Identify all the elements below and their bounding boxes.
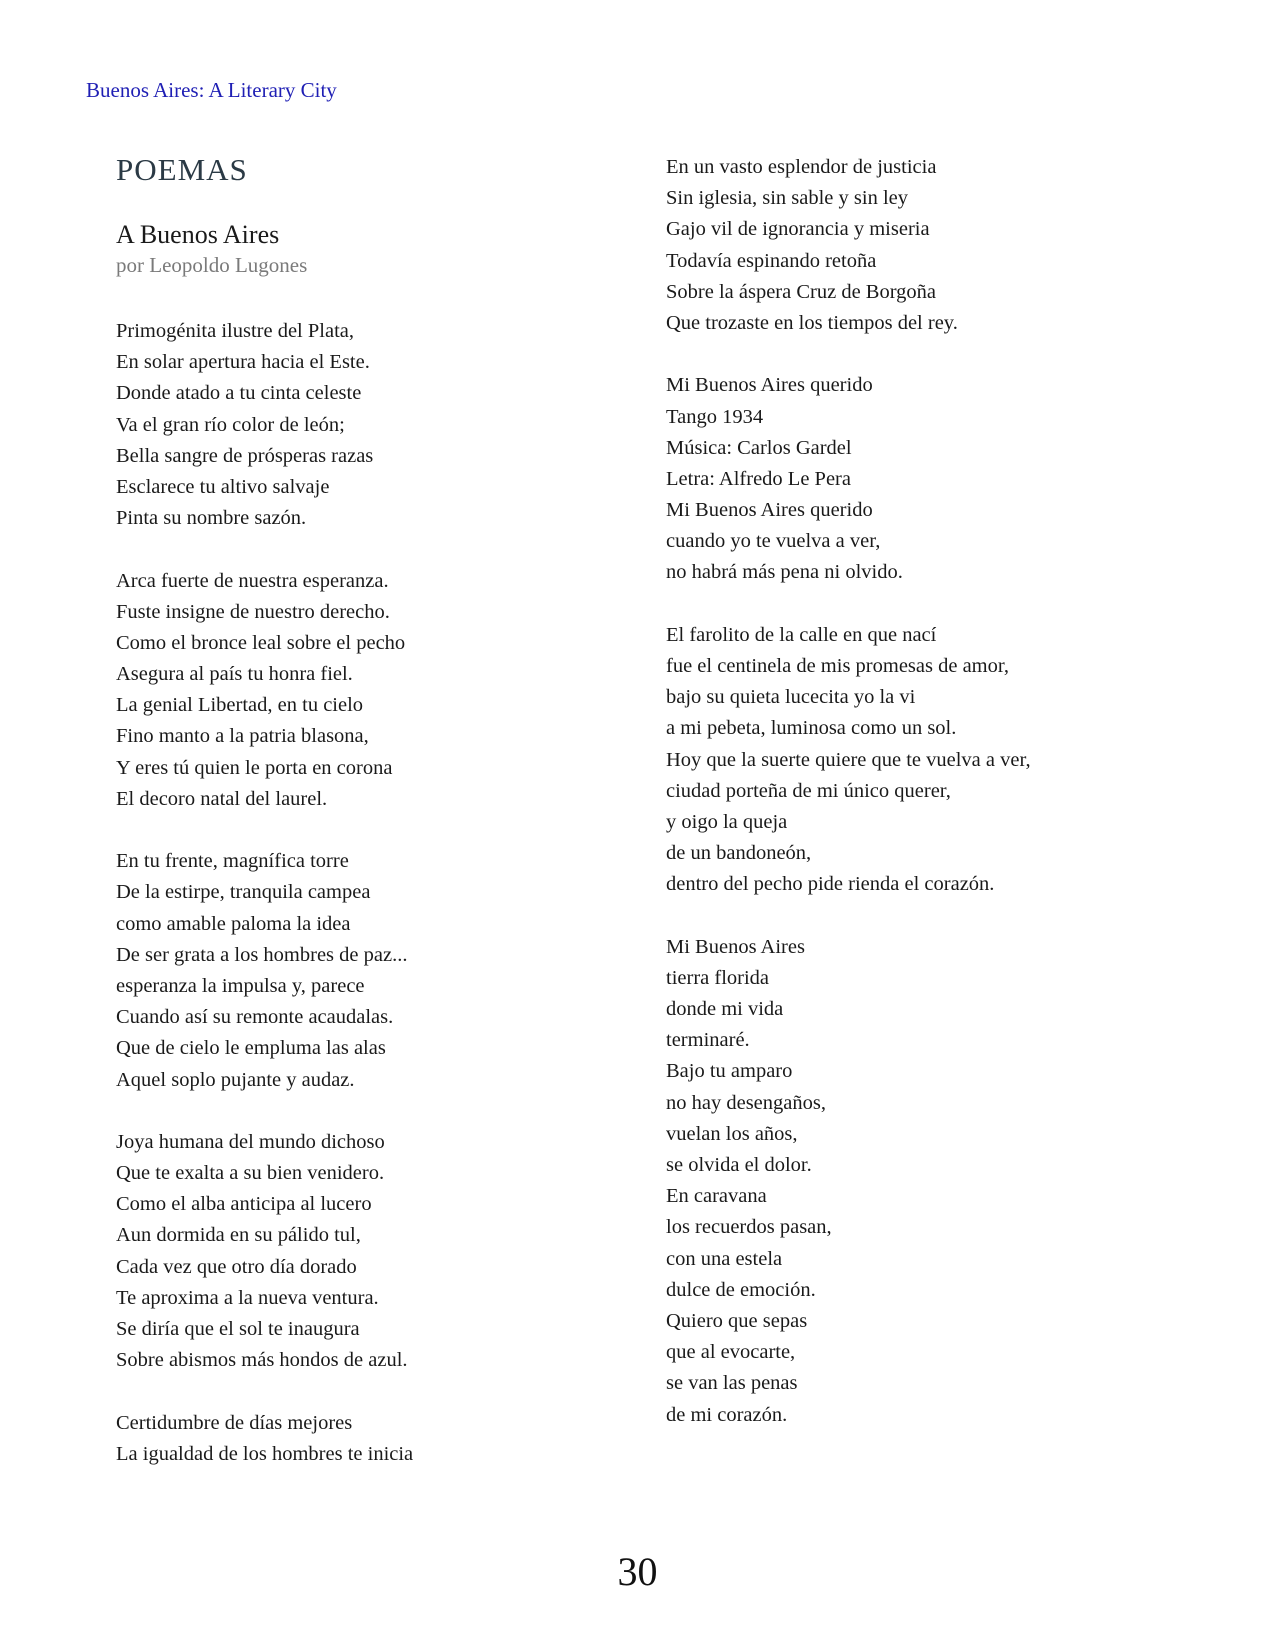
poem-line: Gajo vil de ignorancia y miseria — [666, 218, 930, 241]
poem-line: dulce de emoción. — [666, 1278, 816, 1301]
poem-line: Que de cielo le empluma las alas — [116, 1037, 386, 1060]
poem-line: Cuando así su remonte acaudalas. — [116, 1006, 394, 1029]
poem-line: que al evocarte, — [666, 1341, 796, 1364]
poem-line: Cada vez que otro día dorado — [116, 1255, 357, 1278]
section-title: POEMAS — [116, 152, 248, 187]
poem-line: fue el centinela de mis promesas de amor, — [666, 655, 1009, 677]
running-header: Buenos Aires: A Literary City — [86, 78, 337, 102]
poem-line: como amable paloma la idea — [116, 912, 351, 935]
poem-line: En caravana — [666, 1185, 767, 1208]
poem-line: La igualdad de los hombres te inicia — [116, 1442, 414, 1465]
poem-line: Se diría que el sol te inaugura — [116, 1318, 360, 1340]
stanza-break — [116, 534, 413, 565]
poem-line: tierra florida — [666, 966, 770, 989]
poem-line: Que te exalta a su bien venidero. — [116, 1162, 385, 1185]
poem-line: los recuerdos pasan, — [666, 1216, 832, 1239]
poem-line: vuelan los años, — [666, 1122, 798, 1145]
poem-line: Mi Buenos Aires querido — [666, 374, 873, 397]
poem-line: se olvida el dolor. — [666, 1154, 812, 1176]
poem-author: por Leopoldo Lugones — [116, 253, 308, 277]
poem-line: Aun dormida en su pálido tul, — [116, 1224, 361, 1247]
poem-line: terminaré. — [666, 1029, 750, 1052]
poem-line: no hay desengaños, — [666, 1091, 826, 1114]
stanza-break — [666, 589, 1031, 620]
poem-line: De ser grata a los hombres de paz... — [116, 943, 408, 966]
poem-line: Certidumbre de días mejores — [116, 1411, 353, 1434]
poem-line: Te aproxima a la nueva ventura. — [116, 1286, 379, 1309]
poem-line: En tu frente, magnífica torre — [116, 850, 349, 873]
poem-line: Asegura al país tu honra fiel. — [116, 663, 353, 686]
poem-line: cuando yo te vuelva a ver, — [666, 530, 881, 553]
poem-line: La genial Libertad, en tu cielo — [116, 694, 364, 717]
poem-line: En solar apertura hacia el Este. — [116, 351, 370, 374]
poem-line: Música: Carlos Gardel — [666, 436, 852, 459]
stanza-break — [666, 901, 1031, 932]
poem-line: Tango 1934 — [666, 405, 764, 428]
poem-line: Donde atado a tu cinta celeste — [116, 382, 362, 405]
poem-line: bajo su quieta lucecita yo la vi — [666, 686, 916, 709]
poem-line: Que trozaste en los tiempos del rey. — [666, 311, 958, 334]
poem-right-column — [666, 152, 1031, 1431]
poem-line: con una estela — [666, 1247, 783, 1270]
stanza-break — [116, 1096, 413, 1127]
poem-line: de un bandoneón, — [666, 842, 812, 865]
poem-line: Bella sangre de prósperas razas — [116, 444, 374, 467]
stanza-break — [666, 339, 1031, 370]
poem-line: Mi Buenos Aires querido — [666, 499, 873, 522]
poem-line: Como el alba anticipa al lucero — [116, 1193, 372, 1216]
poem-line: a mi pebeta, luminosa como un sol. — [666, 717, 957, 740]
poem-line: En un vasto esplendor de justicia — [666, 156, 937, 178]
poem-line: Sobre la áspera Cruz de Borgoña — [666, 280, 937, 303]
poem-line: ciudad porteña de mi único querer, — [666, 779, 951, 802]
poem-left-column — [116, 316, 413, 1470]
poem-line: El decoro natal del laurel. — [116, 787, 328, 810]
poem-line: Fino manto a la patria blasona, — [116, 725, 369, 748]
poem-line: De la estirpe, tranquila campea — [116, 881, 371, 904]
poem-line: Todavía espinando retoña — [666, 249, 877, 272]
poem-line: Como el bronce leal sobre el pecho — [116, 631, 406, 654]
poem-line: Mi Buenos Aires — [666, 935, 805, 958]
poem-line: El farolito de la calle en que nací — [666, 623, 937, 646]
poem-line: Primogénita ilustre del Plata, — [116, 320, 354, 342]
poem-line: Y eres tú quien le porta en corona — [116, 756, 393, 779]
poem-line: Joya humana del mundo dichoso — [116, 1130, 385, 1153]
poem-line: Arca fuerte de nuestra esperanza. — [116, 569, 389, 592]
poem-line: Aquel soplo pujante y audaz. — [116, 1068, 355, 1091]
poem-line: donde mi vida — [666, 998, 784, 1021]
stanza-break — [116, 1376, 413, 1407]
stanza-break — [116, 815, 413, 846]
poem-line: se van las penas — [666, 1372, 798, 1395]
poem-line: Hoy que la suerte quiere que te vuelva a ver, — [666, 748, 1031, 771]
poem-line: Va el gran río color de león; — [116, 413, 345, 436]
poem-line: Letra: Alfredo Le Pera — [666, 467, 851, 490]
poem-title: A Buenos Aires — [116, 220, 280, 249]
poem-line: Sin iglesia, sin sable y sin ley — [666, 187, 908, 210]
poem-line: no habrá más pena ni olvido. — [666, 561, 903, 584]
poem-line: Quiero que sepas — [666, 1309, 808, 1332]
page-number: 30 — [617, 1549, 658, 1594]
poem-line: esperanza la impulsa y, parece — [116, 974, 365, 997]
poem-line: Bajo tu amparo — [666, 1060, 793, 1083]
poem-line: Esclarece tu altivo salvaje — [116, 475, 330, 498]
poem-line: Sobre abismos más hondos de azul. — [116, 1349, 408, 1372]
poem-line: Pinta su nombre sazón. — [116, 507, 307, 530]
poem-line: dentro del pecho pide rienda el corazón. — [666, 873, 995, 896]
poem-line: de mi corazón. — [666, 1403, 788, 1426]
poem-line: y oigo la queja — [666, 810, 788, 833]
poem-line: Fuste insigne de nuestro derecho. — [116, 600, 390, 623]
